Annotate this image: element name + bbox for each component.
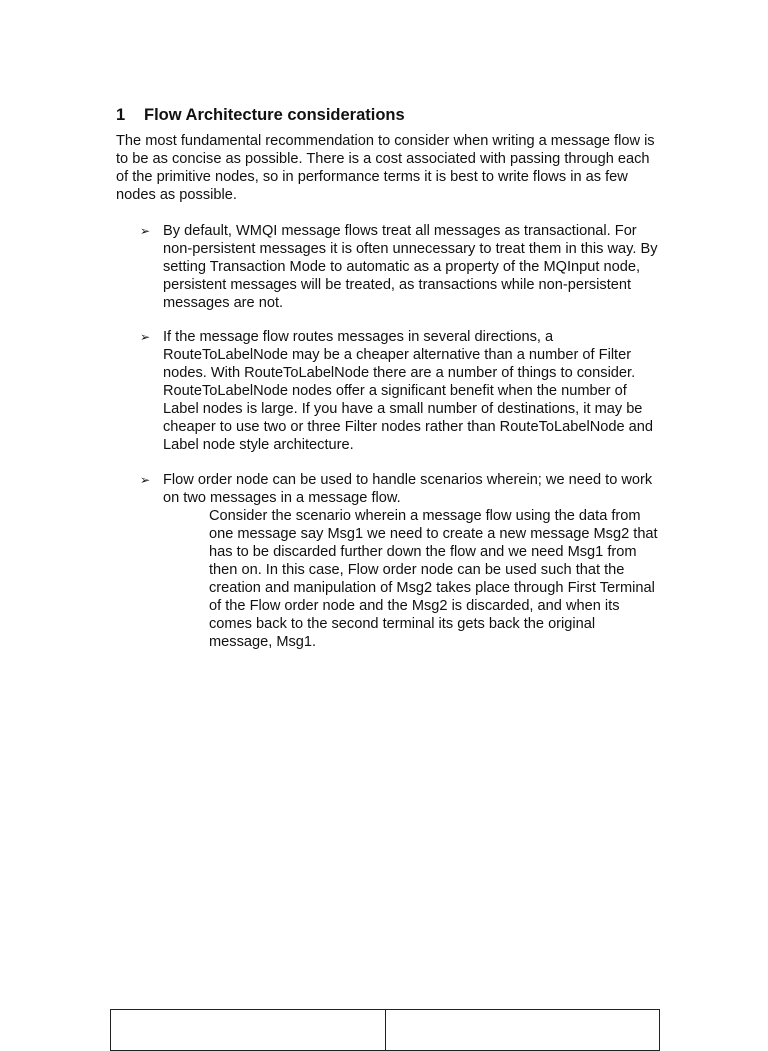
bullet-item-transactional (140, 222, 660, 312)
section-number: 1 (116, 106, 126, 124)
bullet-text: Flow order node can be used to handle scenarios wherein; we need to work on two messages in a message flow. (163, 472, 653, 506)
bullet-item-routetolabel (140, 328, 660, 454)
arrow-bullet-icon: ➢ (140, 330, 151, 344)
arrow-bullet-icon: ➢ (140, 473, 151, 487)
footer-table-cell-left (111, 1010, 385, 1050)
bullet-item-floworder (140, 471, 660, 507)
section-heading (116, 106, 405, 125)
footer-table-cell-right (385, 1010, 660, 1050)
intro-paragraph: The most fundamental recommendation to consider when writing a message flow is to be as concise as possible. There is a cost associated with passing through each of the primitive nodes, so in performance terms it is best to write flows in as few nodes as possible. (116, 133, 655, 203)
bullet-text: By default, WMQI message flows treat all messages as transactional. For non-persistent messages it is often unnecessary to treat them in this way. By setting Transaction Mode to automatic as a property of the MQInput node, persistent messages will be treated, as transactions while non-persistent messages are not. (163, 223, 658, 311)
section-title: Flow Architecture considerations (144, 106, 405, 124)
arrow-bullet-icon: ➢ (140, 224, 151, 238)
bullet-text: If the message flow routes messages in several directions, a RouteToLabelNode may be a cheaper alternative than a number of Filter nodes. With RouteToLabelNode there are a number of things to consider. RouteToLabelNode nodes offer a significant benefit when the number of Label nodes is large. If you have a small number of destinations, it may be cheaper to use two or three Filter nodes rather than RouteToLabelNode and Label node style architecture. (163, 329, 654, 453)
scenario-paragraph: Consider the scenario wherein a message flow using the data from one message say Msg1 we need to create a new message Msg2 that has to be discarded further down the flow and we need Msg1 from then on. In this case, Flow order node can be used such that the creation and manipulation of Msg2 takes place through First Terminal of the Flow order node and the Msg2 is discarded, and when its comes back to the second terminal its gets back the original message, Msg1. (209, 508, 658, 650)
footer-table (110, 1009, 660, 1051)
